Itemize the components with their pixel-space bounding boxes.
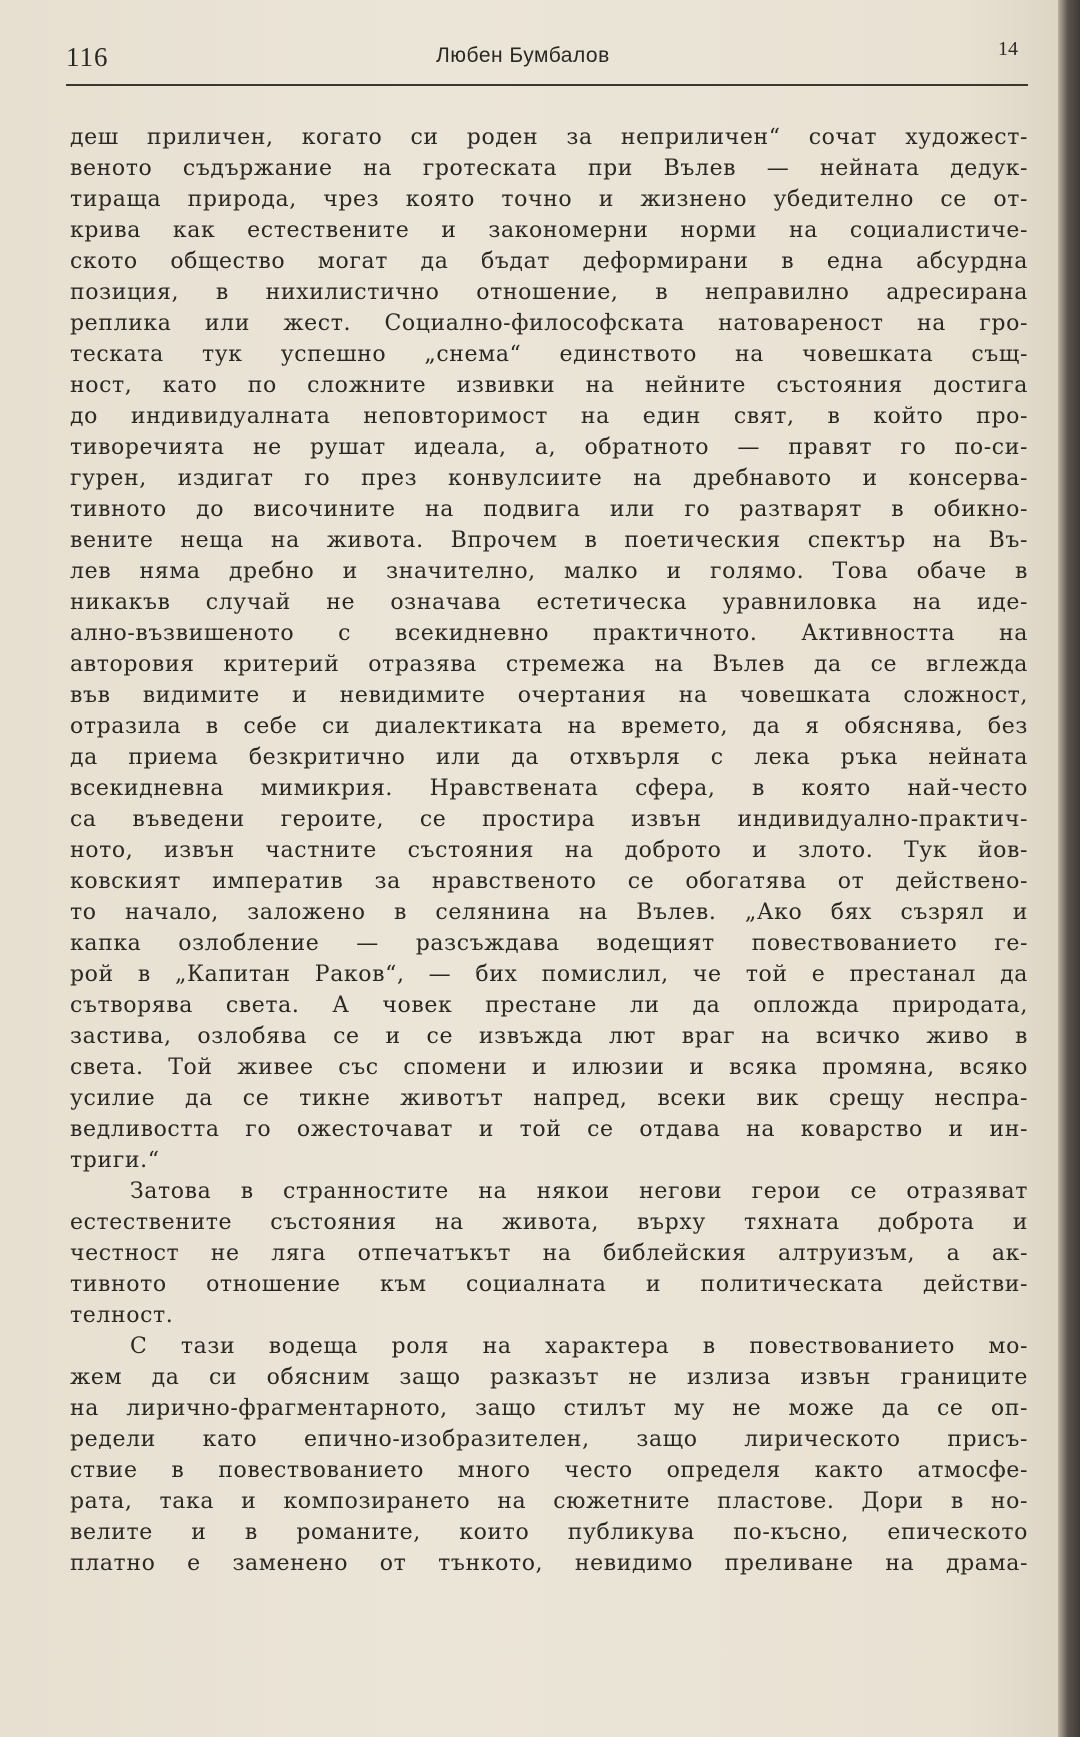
text-line: ност, като по сложните извивки на нейните състояния достига: [70, 373, 1028, 398]
text-line: до индивидуалната неповторимост на един свят, в който про-: [70, 404, 1028, 429]
text-line: тивното до височините на подвига или го разтварят в обикно-: [70, 497, 1028, 522]
text-line: веното съдържание на гротеската при Вълев — нейната дедук-: [70, 156, 1028, 181]
text-line: ствие в повествованието много често определя както атмосфе-: [70, 1458, 1028, 1483]
text-line: авторовия критерий отразява стремежа на Вълев да се вглежда: [70, 652, 1028, 677]
text-line: тивното отношение към социалната и политическата действи-: [70, 1272, 1028, 1297]
running-title: Любен Бумбалов: [436, 44, 610, 67]
header-rule: [66, 84, 1028, 86]
text-line: ално-възвишеното с всекидневно практичното. Активността на: [70, 621, 1028, 646]
text-line: тиворечията не рушат идеала, а, обратното — правят го по-си-: [70, 435, 1028, 460]
text-line: рата, така и композирането на сюжетните пластове. Дори в но-: [70, 1489, 1028, 1514]
text-line: рой в „Капитан Раков“, — бих помислил, че той е престанал да: [70, 962, 1028, 987]
text-line: крива как естествените и закономерни норми на социалистиче-: [70, 218, 1028, 243]
text-line: отразила в себе си диалектиката на времето, да я обяснява, без: [70, 714, 1028, 739]
text-line: на лирично-фрагментарното, защо стилът му не може да се оп-: [70, 1396, 1028, 1421]
text-line: теската тук успешно „снема“ единството на човешката същ-: [70, 342, 1028, 367]
text-line: тираща природа, чрез която точно и жизнено убедително се от-: [70, 187, 1028, 212]
text-line: триги.“: [70, 1148, 160, 1173]
page-edge-shadow: [1058, 0, 1080, 1737]
text-line: ковският императив за нравственото се обогатява от действено-: [70, 869, 1028, 894]
text-line: вените неща на живота. Впрочем в поетическия спектър на Въ-: [70, 528, 1028, 553]
text-line: честност не ляга отпечатъкът на библейския алтруизъм, а ак-: [70, 1241, 1028, 1266]
text-line: застива, озлобява се и се извъжда лют враг на всичко живо в: [70, 1024, 1028, 1049]
text-line: ното, извън частните състояния на доброто и злото. Тук йов-: [70, 838, 1028, 863]
text-line: платно е заменено от тънкото, невидимо преливане на драма-: [70, 1551, 1028, 1576]
text-line: велите и в романите, които публикува по-късно, епическото: [70, 1520, 1028, 1545]
text-line: света. Той живее със спомени и илюзии и всяка промяна, всяко: [70, 1055, 1028, 1080]
text-line: никакъв случай не означава естетическа уравниловка на иде-: [70, 590, 1028, 615]
page-number: 116: [66, 42, 109, 72]
paragraph-first-line: С тази водеща роля на характера в повествованието мо-: [130, 1334, 1028, 1359]
text-line: капка озлобление — разсъждава водещият повествованието ге-: [70, 931, 1028, 956]
page-header: [66, 38, 1028, 82]
body-text: [70, 122, 1028, 1579]
text-line: ското общество могат да бъдат деформирани в една абсурдна: [70, 249, 1028, 274]
text-line: естествените състояния на живота, върху тяхната доброта и: [70, 1210, 1028, 1235]
text-line: са въведени героите, се простира извън индивидуално-практич-: [70, 807, 1028, 832]
text-line: позиция, в нихилистично отношение, в неправилно адресирана: [70, 280, 1028, 305]
paragraph-first-line: Затова в странностите на някои негови герои се отразяват: [130, 1179, 1028, 1204]
text-line: във видимите и невидимите очертания на човешката сложност,: [70, 683, 1028, 708]
text-line: жем да си обясним защо разказът не излиза извън границите: [70, 1365, 1028, 1390]
text-line: всекидневна мимикрия. Нравствената сфера, в която най-често: [70, 776, 1028, 801]
sheet-mark: 14: [998, 38, 1018, 60]
text-line: лев няма дребно и значително, малко и голямо. Това обаче в: [70, 559, 1028, 584]
text-line: сътворява света. А човек престане ли да опложда природата,: [70, 993, 1028, 1018]
text-line: реплика или жест. Социално-философската натовареност на гро-: [70, 311, 1028, 336]
text-line: да приема безкритично или да отхвърля с лека ръка нейната: [70, 745, 1028, 770]
text-line: деш приличен, когато си роден за неприличен“ сочат художест-: [70, 125, 1028, 150]
text-line: то начало, заложено в селянина на Вълев. „Ако бях съзрял и: [70, 900, 1028, 925]
text-line: телност.: [70, 1303, 174, 1328]
text-line: редели като епично-изобразителен, защо лирическото присъ-: [70, 1427, 1028, 1452]
text-line: гурен, издигат го през конвулсиите на дребнавото и консерва-: [70, 466, 1028, 491]
text-line: усилие да се тикне животът напред, всеки вик срещу неспра-: [70, 1086, 1028, 1111]
text-line: ведливостта го ожесточават и той се отдава на коварство и ин-: [70, 1117, 1028, 1142]
